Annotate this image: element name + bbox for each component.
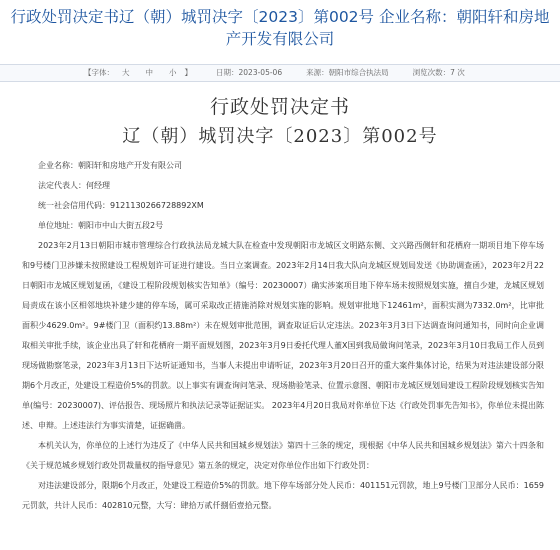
article-meta-bar [0,64,560,82]
font-size-small-button[interactable]: 小 [169,68,177,77]
penalty-paragraph: 对违法建设部分，限期6个月改正，处建设工程造价5%的罚款。地下停车场部分处人民币：401151元罚款，地上9号楼门卫部分人民币：1659元罚款，共计人民币：402810元整，大写：肆拾万贰仟捌佰壹拾元整。 [22,481,544,510]
address-field: 单位地址：朝阳市中山大街五段2号 [38,221,164,230]
font-size-medium-button[interactable]: 中 [145,68,153,77]
document-number: 辽（朝）城罚决字〔2023〕第002号 [122,126,438,147]
document-heading [0,94,560,150]
credit-code-field: 统一社会信用代码：91211302667288​92XM [38,201,204,210]
document-body [22,236,544,516]
document-title: 行政处罚决定书 [209,96,350,118]
party-info [38,156,204,236]
publish-date: 日期：2023-05-06 [216,68,283,77]
source-label: 来源：朝阳市综合执法局 [306,68,389,77]
page-title: 行政处罚决定书辽（朝）城罚决字〔2023〕第002号 企业名称：朝阳轩和房地产开发有限公司 [10,8,550,48]
legal-representative-field: 法定代表人：何经理 [38,181,110,190]
company-name-field: 企业名称：朝阳轩和房地产开发有限公司 [38,161,182,170]
view-count: 浏览次数：7 次 [412,68,465,77]
font-size-label: 【字体： [84,68,114,77]
font-size-close: 】 [184,68,192,77]
legal-basis-paragraph: 本机关认为，你单位的上述行为违反了《中华人民共和国城乡规划法》第四十三条的规定，现根据《中华人民共和国城乡规划法》第六十四条和《关于规范城乡规划行政处罚裁量权的指导意见》第五条的规定，决定对你单位作出如下行政处罚： [22,441,544,470]
font-size-large-button[interactable]: 大 [122,68,130,77]
facts-paragraph: 2023年2月13日朝阳市城市管理综合行政执法局龙城大队在检查中发现朝阳市龙城区文明路东侧、文兴路西侧轩和花栖府一期项目地下停车场和9号楼门卫涉嫌未按照建设工程规划许可证进行建设。当日立案调查。2023年2月14日我大队向龙城区规划局发送《协助调查函》，2023年2月22日朝阳市龙城区规划复函，《建设工程阶段规划核实告知单》（编号：20230007）确实涉案项目地下停车场未按照规划实施，擅自少建，龙城区规划局责成在该小区相邻地块补建少建的停车场，属可采取改正措施消除对规划实施的影响。规划审批地下12461m²，面积实测为7332.0m²，比审批面积少4629.0m²。9#楼门卫（面积约13.88m²）未在规划审批范围，调查取证后认定违法。2023年3月3日下达调查询问通知书，同时向企业调取相关审批手续，该企业出具了轩和花栖府一期平面规划图，2023年3月9日委托代理人董X国到我局做询问笔录，2023年3月10日我局工作人员到现场做勘察笔录，2023年3月13日下达听证通知书，当事人未提出申请听证，2023年3月20日召开的重大案件集体讨论，结果为对违法建设部分限期6个月改正，处建设工程造价5%的罚款。以上事实有调查询问笔录、现场勘验笔录、位置示意图、朝阳市龙城区规划局建设工程阶段规划核实告知单(编号：20230007)、评估报告、现场照片和执法记录等证据证实。 2023年4月20日我局对你单位下达《行政处罚事先告知书》，你单位未提出陈述、申辩。上述违法行为事实清楚，证据确凿。 [22,241,544,430]
